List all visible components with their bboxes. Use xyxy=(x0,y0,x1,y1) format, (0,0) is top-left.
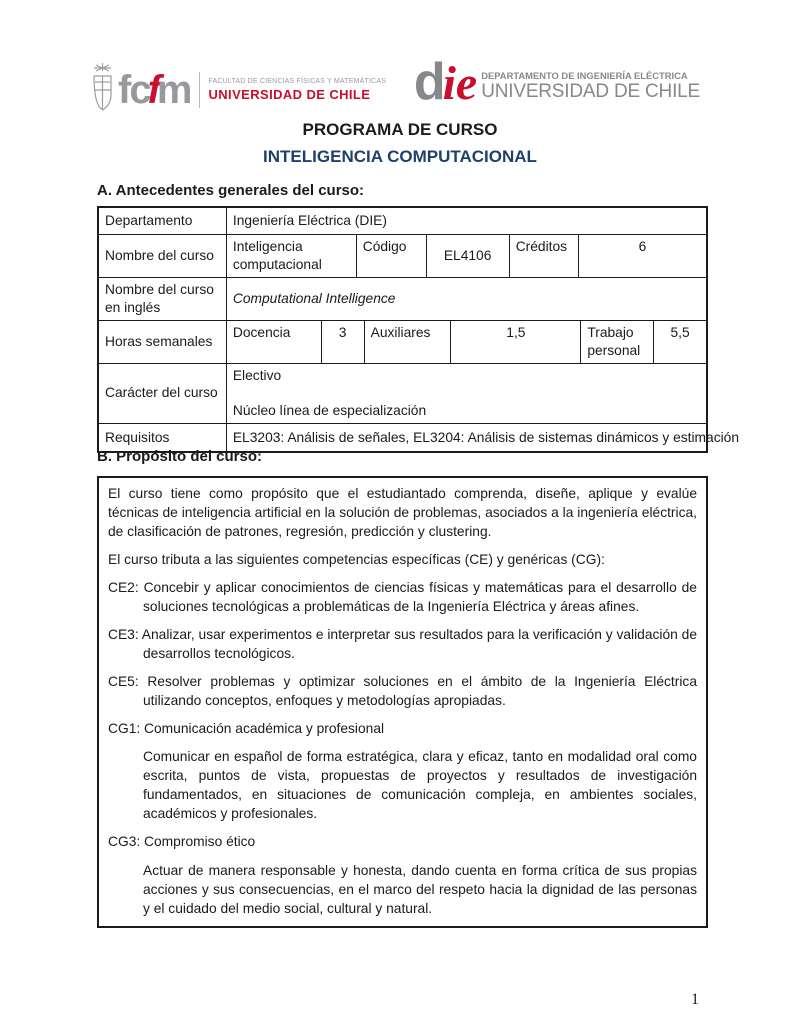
fcfm-wordmark-accent: f xyxy=(147,67,159,112)
docencia-value: 3 xyxy=(321,321,364,363)
caracter-value-line1: Electivo xyxy=(232,367,282,383)
codigo-value: EL4106 xyxy=(426,235,509,277)
caracter-value-line2: Núcleo línea de especialización xyxy=(232,403,427,419)
auxiliares-label: Auxiliares xyxy=(364,321,451,363)
fcfm-crest-icon xyxy=(90,62,115,117)
creditos-value: 6 xyxy=(578,235,706,277)
trabajo-value: 5,5 xyxy=(653,321,706,363)
page-number: 1 xyxy=(691,991,699,1008)
competency-ce3-label: CE3: xyxy=(108,627,139,643)
competency-ce5-label: CE5: xyxy=(108,674,139,690)
competency-cg1 xyxy=(108,719,697,738)
departamento-value: Ingeniería Eléctrica (DIE) xyxy=(226,208,706,234)
table-row-horas xyxy=(99,320,706,363)
section-a-heading: A. Antecedentes generales del curso: xyxy=(97,182,365,199)
fcfm-logo xyxy=(90,62,386,117)
purpose-intro-paragraph: El curso tiene como propósito que el estudiantado comprenda, diseñe, aplique y evalúe técnicas de inteligencia artificial en la solución de problemas, asociados a la ingeniería eléctrica, de clasificación de patrones, regresión, predicción y clustering. xyxy=(108,486,697,540)
horas-label: Horas semanales xyxy=(105,333,213,349)
competency-ce3-text: Analizar, usar experimentos e interpretar sus resultados para la verificación y validación de desarrollos tecnológicos. xyxy=(141,627,697,662)
table-row-departamento xyxy=(99,208,706,234)
competency-ce2 xyxy=(108,578,697,616)
competency-ce5-text: Resolver problemas y optimizar soluciones en el ámbito de la Ingeniería Eléctrica utilizando conceptos, enfoques y metodologías apropiadas. xyxy=(143,674,697,709)
fcfm-faculty-line: FACULTAD DE CIENCIAS FÍSICAS Y MATEMÁTICAS xyxy=(208,77,387,85)
requisitos-value: EL3203: Análisis de señales, EL3204: Análisis de sistemas dinámicos y estimación xyxy=(226,424,706,451)
page-header xyxy=(90,53,700,117)
general-info-table xyxy=(97,206,740,453)
nombre-value: Inteligencia computacional xyxy=(226,235,356,277)
competency-cg1-label: CG1: xyxy=(108,721,141,737)
die-department-line: DEPARTAMENTO DE INGENIERÍA ELÉCTRICA xyxy=(481,70,688,82)
competency-ce3 xyxy=(108,625,697,663)
requisitos-label: Requisitos xyxy=(105,429,170,445)
die-logo-text xyxy=(481,70,700,103)
program-title: PROGRAMA DE CURSO xyxy=(302,120,498,139)
competency-cg3-detail: Actuar de manera responsable y honesta, dando cuenta en forma crítica de sus propias acciones y sus consecuencias, en el marco del respeto hacia la dignidad de las personas y el cuidado del medio social, cultural y natural. xyxy=(143,862,697,916)
purpose-box xyxy=(97,476,708,928)
competency-cg3-label: CG3: xyxy=(108,834,141,850)
trabajo-label: Trabajo personal xyxy=(580,321,653,363)
nombre-ingles-value: Computational Intelligence xyxy=(226,278,706,320)
die-logo xyxy=(413,53,700,111)
table-row-nombre xyxy=(99,234,706,277)
competency-ce2-text: Concebir y aplicar conocimientos de ciencias físicas y matemáticas para el desarrollo de soluciones tecnológicas a problemáticas de la Ingeniería Eléctrica y áreas afines. xyxy=(143,580,697,615)
creditos-label: Créditos xyxy=(509,235,578,277)
competency-cg3-text: Compromiso ético xyxy=(144,834,256,850)
competency-ce2-label: CE2: xyxy=(108,580,139,596)
caracter-label: Carácter del curso xyxy=(105,385,218,401)
fcfm-wordmark: fcfm xyxy=(118,67,191,112)
die-university-line: UNIVERSIDAD DE CHILE xyxy=(481,81,700,103)
competency-cg1-text: Comunicación académica y profesional xyxy=(144,721,385,737)
nombre-label: Nombre del curso xyxy=(105,247,214,263)
docencia-label: Docencia xyxy=(226,321,321,363)
competency-ce5 xyxy=(108,672,697,710)
die-wordmark: die xyxy=(413,53,478,111)
fcfm-logo-divider xyxy=(199,72,200,108)
course-title: INTELIGENCIA COMPUTACIONAL xyxy=(263,147,537,166)
fcfm-logo-text xyxy=(208,78,386,102)
competencias-intro: El curso tributa a las siguientes competencias específicas (CE) y genéricas (CG): xyxy=(108,552,605,568)
fcfm-university-line: UNIVERSIDAD DE CHILE xyxy=(208,86,371,102)
table-row-caracter xyxy=(99,363,706,424)
table-row-nombre-ingles xyxy=(99,277,706,320)
competency-cg1-detail: Comunicar en español de forma estratégica, clara y eficaz, tanto en modalidad oral como escrita, puntos de vista, propuestas de proyectos y resultados de investigación fundamentados, en situaciones de comunicación compleja, en ambientes sociales, académicos y profesionales. xyxy=(143,749,697,822)
section-b-heading: B. Propósito del curso: xyxy=(97,448,263,465)
nombre-ingles-label: Nombre del curso en inglés xyxy=(105,281,214,315)
die-wordmark-accent: ie xyxy=(442,57,478,110)
title-block xyxy=(0,120,800,167)
auxiliares-value: 1,5 xyxy=(450,321,580,363)
competency-cg3 xyxy=(108,832,697,851)
codigo-label: Código xyxy=(356,235,426,277)
caracter-value xyxy=(226,364,706,424)
departamento-label: Departamento xyxy=(105,213,193,229)
